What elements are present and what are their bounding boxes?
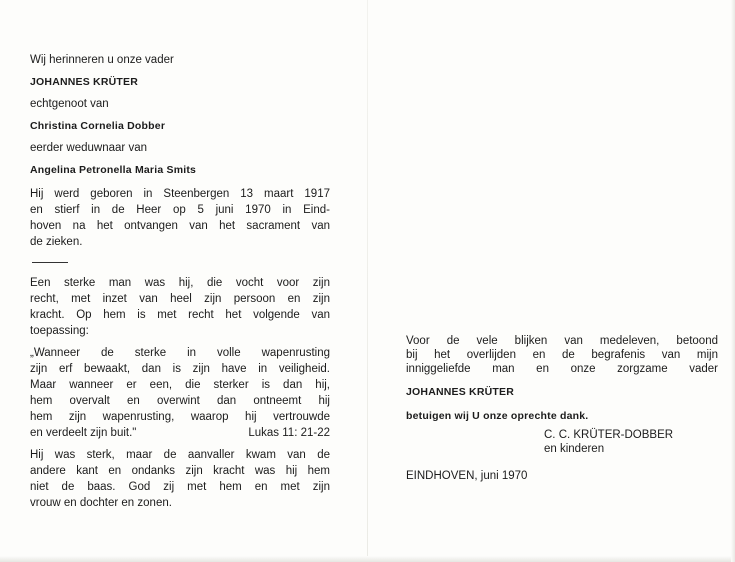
biography-line: en stierf in de Heer op 5 juni 1970 in Eind- — [30, 204, 330, 216]
quote-line: zijn erf bewaakt, dan is zijn have in veiligheid. — [30, 363, 330, 375]
thanks-text — [406, 334, 718, 376]
biography-line: hoven na het ontvangen van het sacrament van — [30, 220, 330, 232]
quote-line: „Wanneer de sterke in volle wapenrusting — [30, 347, 330, 359]
paragraph-line: niet de baas. God zij met hem en met zijn — [30, 481, 330, 493]
paragraph-line: recht, met inzet van heel zijn persoon en zijn — [30, 293, 330, 305]
quote-line: Maar wanneer er een, die sterker is dan hij, — [30, 379, 330, 391]
former-spouse-name: Angelina Petronella Maria Smits — [30, 164, 197, 176]
thanks-line: inniggeliefde man en onze zorgzame vader — [406, 363, 718, 375]
quote-last-line — [30, 425, 330, 441]
left-panel — [30, 52, 330, 511]
thanks-closing: betuigen wij U onze oprechte dank. — [406, 410, 589, 422]
deceased-name: JOHANNES KRÜTER — [30, 76, 139, 88]
former-spouse-intro: eerder weduwnaar van — [30, 142, 147, 154]
spouse-intro: echtgenoot van — [30, 98, 109, 110]
strength-paragraph — [30, 275, 330, 339]
signature — [406, 428, 718, 456]
signature-family: en kinderen — [544, 443, 605, 455]
quote-reference: Lukas 11: 21-22 — [248, 427, 330, 439]
card-edge-right — [731, 0, 735, 562]
biography-line: de zieken. — [30, 236, 83, 248]
biography-line: Hij werd geboren in Steenbergen 13 maart 1917 — [30, 188, 330, 200]
thanks-line: Voor de vele blijken van medeleven, betoond — [406, 335, 718, 347]
card-edge-bottom — [0, 556, 735, 562]
paragraph-line: Een sterke man was hij, die vocht voor zijn — [30, 277, 330, 289]
divider-rule — [32, 262, 68, 263]
right-panel — [406, 334, 718, 484]
thanks-line: bij het overlijden en de begrafenis van mijn — [406, 349, 718, 361]
paragraph-line: kracht. Op hem is met recht het volgende van — [30, 309, 330, 321]
quote-line: hem zijn wapenrusting, waarop hij vertrouwde — [30, 411, 330, 423]
paragraph-line: Hij was sterk, maar de aanvaller kwam van de — [30, 449, 330, 461]
fold-line — [367, 0, 368, 562]
paragraph-line: andere kant en ondanks zijn kracht was hij hem — [30, 465, 330, 477]
paragraph-line: vrouw en dochter en zonen. — [30, 497, 172, 509]
intro-text: Wij herinneren u onze vader — [30, 54, 174, 66]
quote-line: hem overvalt en overwint dan ontneemt hij — [30, 395, 330, 407]
spouse-name: Christina Cornelia Dobber — [30, 120, 166, 132]
bible-quote — [30, 345, 330, 441]
place-date: EINDHOVEN, juni 1970 — [406, 470, 528, 482]
biography — [30, 186, 330, 250]
signature-name: C. C. KRÜTER-DOBBER — [544, 429, 674, 441]
closing-paragraph — [30, 447, 330, 511]
deceased-name-right: JOHANNES KRÜTER — [406, 386, 515, 398]
paragraph-line: toepassing: — [30, 325, 89, 337]
quote-line: en verdeelt zijn buit." — [30, 427, 137, 439]
